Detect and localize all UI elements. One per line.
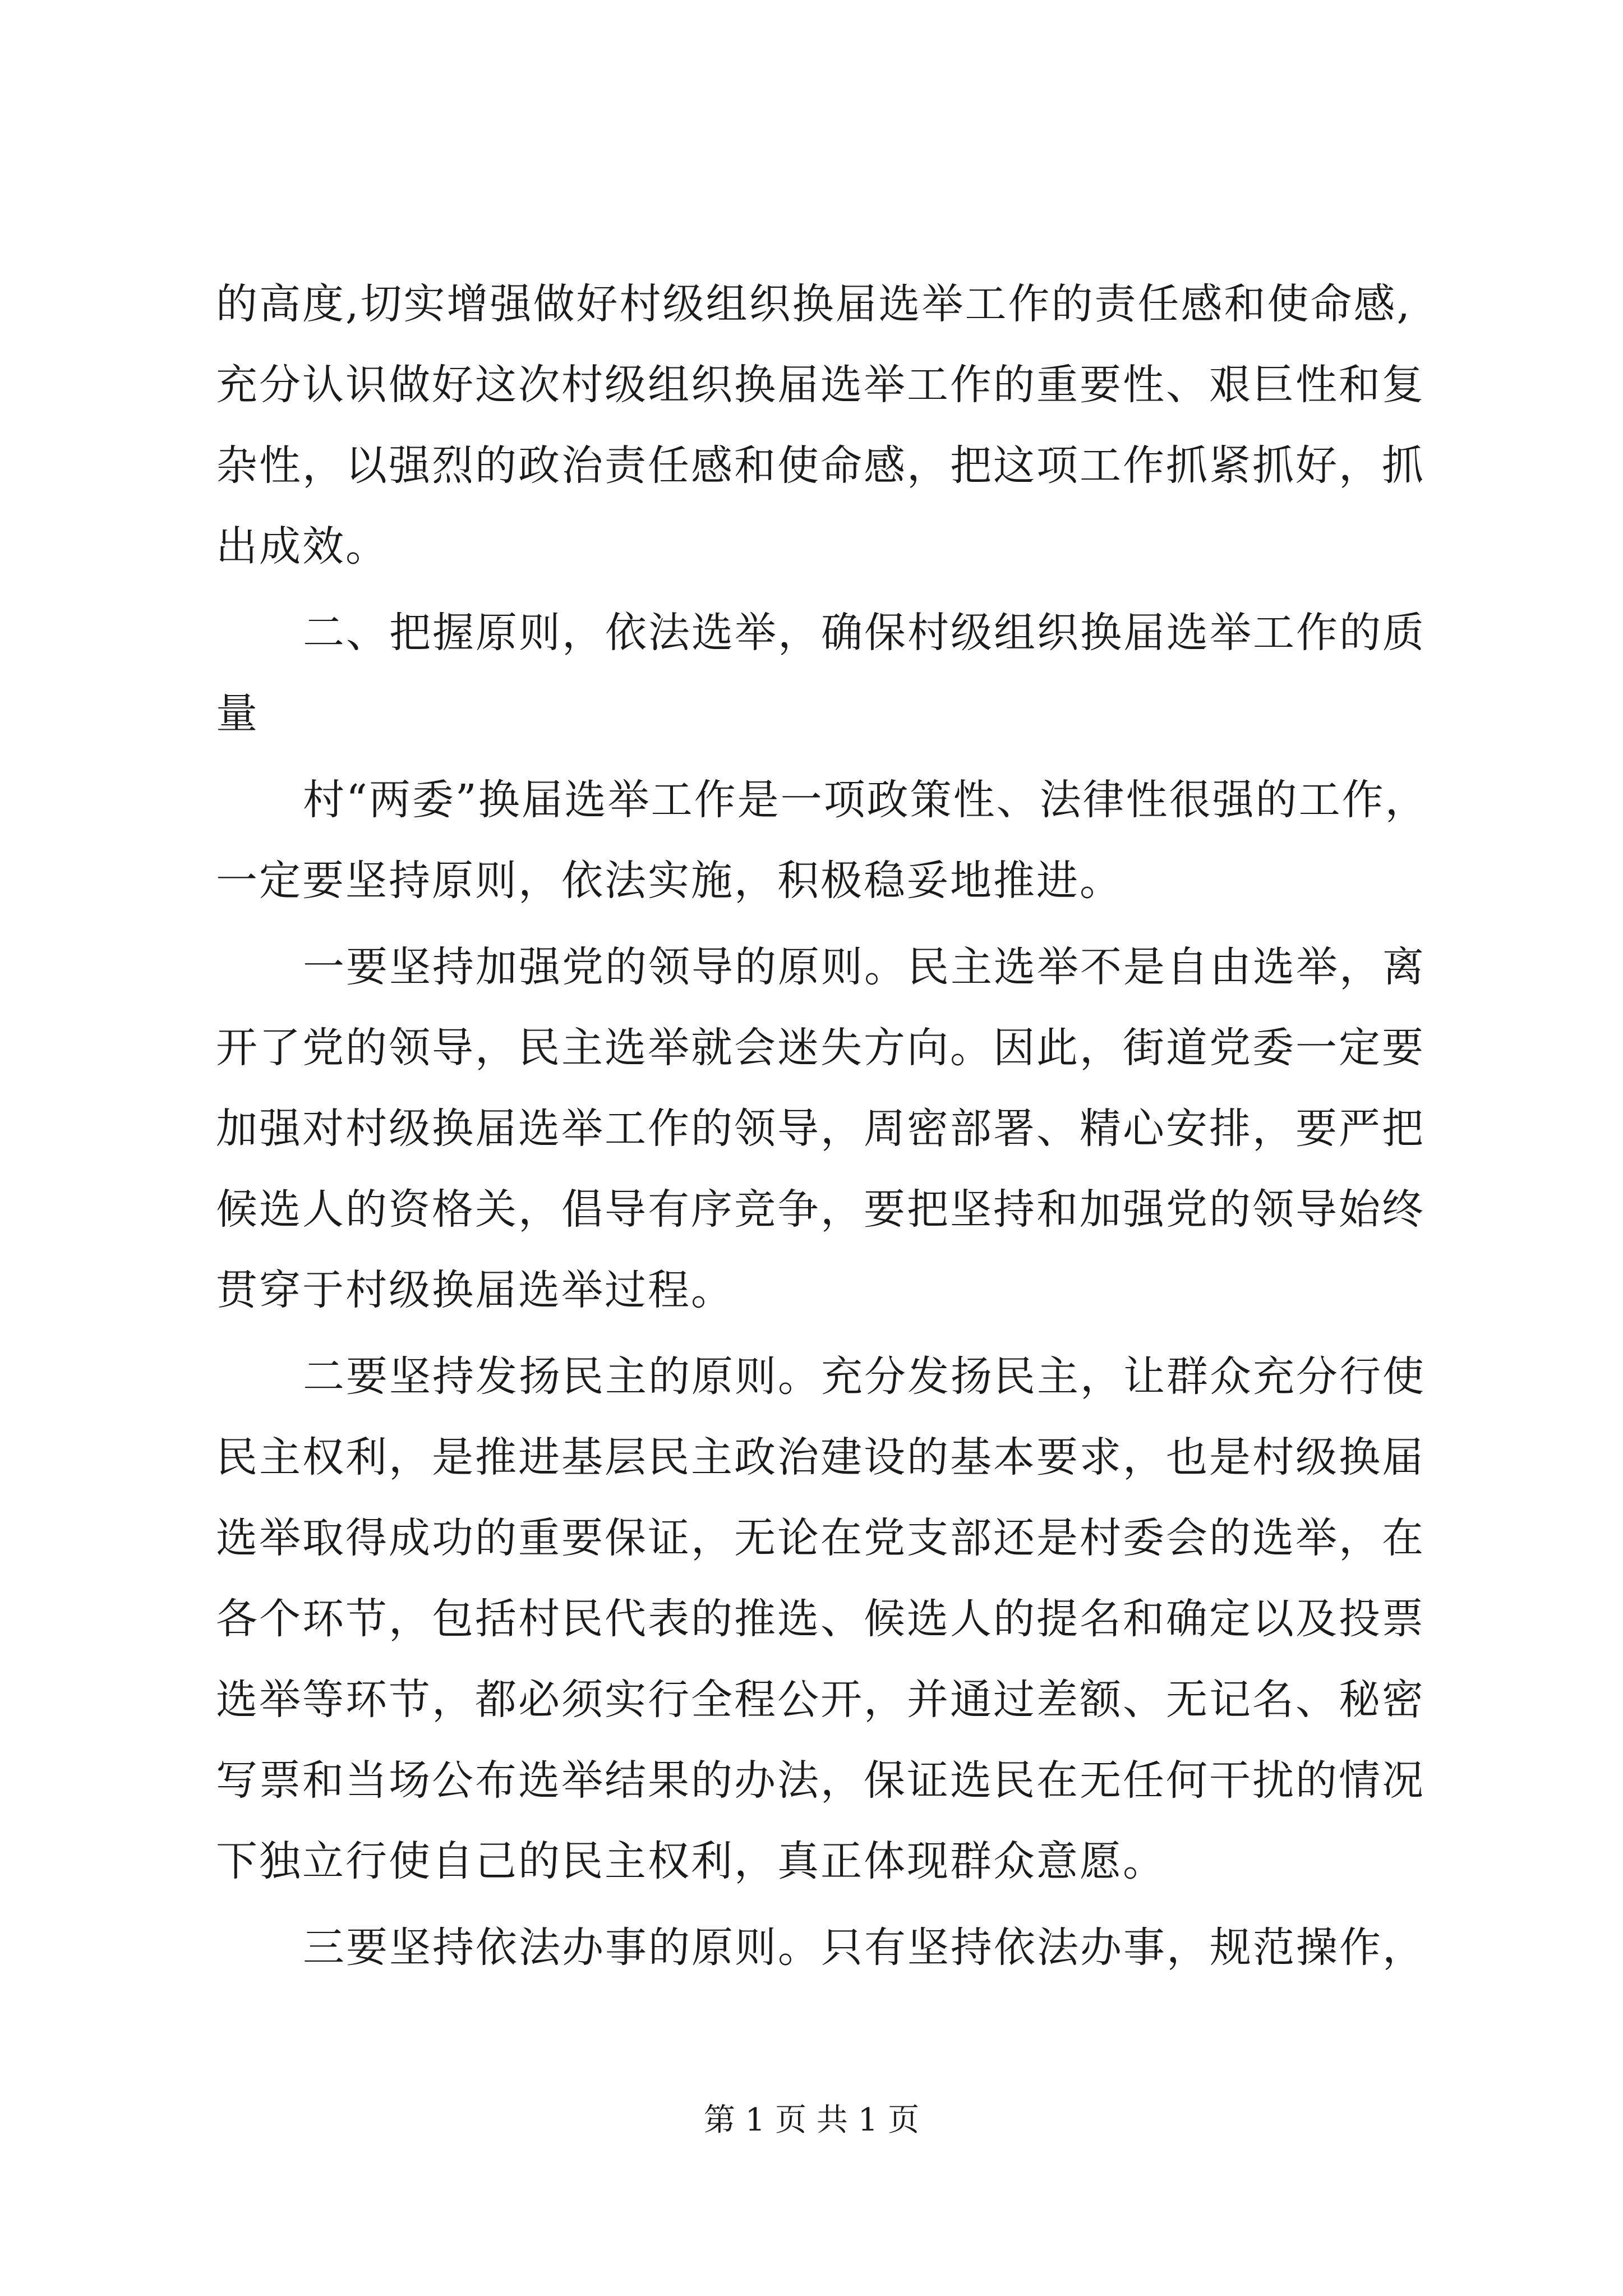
- text-line: 杂性，以强烈的政治责任感和使命感，把这项工作抓紧抓好，抓: [216, 441, 1425, 490]
- text-line: 加强对村级换届选举工作的领导，周密部署、精心安排，要严把: [216, 1105, 1425, 1153]
- text-line: 选举等环节，都必须实行全程公开，并通过差额、无记名、秘密: [216, 1676, 1425, 1724]
- document-body: [216, 264, 1428, 1988]
- text-line: 写票和当场公布选举结果的办法，保证选民在无任何干扰的情况: [216, 1756, 1425, 1805]
- section-heading-line: 二、把握原则，依法选举，确保村级组织换届选举工作的质: [303, 609, 1426, 657]
- text-line: 的高度,切实增强做好村级组织换届选举工作的责任感和使命感,: [216, 280, 1412, 328]
- text-line: 出成效。: [216, 522, 389, 570]
- text-line: 二要坚持发扬民主的原则。充分发扬民主，让群众充分行使: [303, 1352, 1426, 1401]
- text-line: 一要坚持加强党的领导的原则。民主选举不是自由选举，离: [303, 943, 1426, 991]
- text-line: 村“两委”换届选举工作是一项政策性、法律性很强的工作，: [303, 776, 1428, 824]
- section-heading-line: 量: [216, 689, 259, 738]
- text-line: 选举取得成功的重要保证，无论在党支部还是村委会的选举，在: [216, 1514, 1425, 1562]
- text-line: 充分认识做好这次村级组织换届选举工作的重要性、艰巨性和复: [216, 361, 1425, 409]
- text-line: 一定要坚持原则，依法实施，积极稳妥地推进。: [216, 857, 1123, 905]
- page-footer: [0, 2098, 1623, 2143]
- text-line: 下独立行使自己的民主权利，真正体现群众意愿。: [216, 1837, 1166, 1885]
- text-line: 各个环节，包括村民代表的推选、候选人的提名和确定以及投票: [216, 1595, 1425, 1643]
- text-line: 开了党的领导，民主选举就会迷失方向。因此，街道党委一定要: [216, 1024, 1425, 1072]
- text-line: 候选人的资格关，倡导有序竞争，要把坚持和加强党的领导始终: [216, 1185, 1425, 1234]
- text-line: 民主权利，是推进基层民主政治建设的基本要求，也是村级换届: [216, 1433, 1425, 1481]
- page-number: 第 1 页 共 1 页: [703, 2102, 920, 2138]
- text-line: 三要坚持依法办事的原则。只有坚持依法办事，规范操作，: [303, 1924, 1426, 1972]
- text-line: 贯穿于村级换届选举过程。: [216, 1266, 734, 1314]
